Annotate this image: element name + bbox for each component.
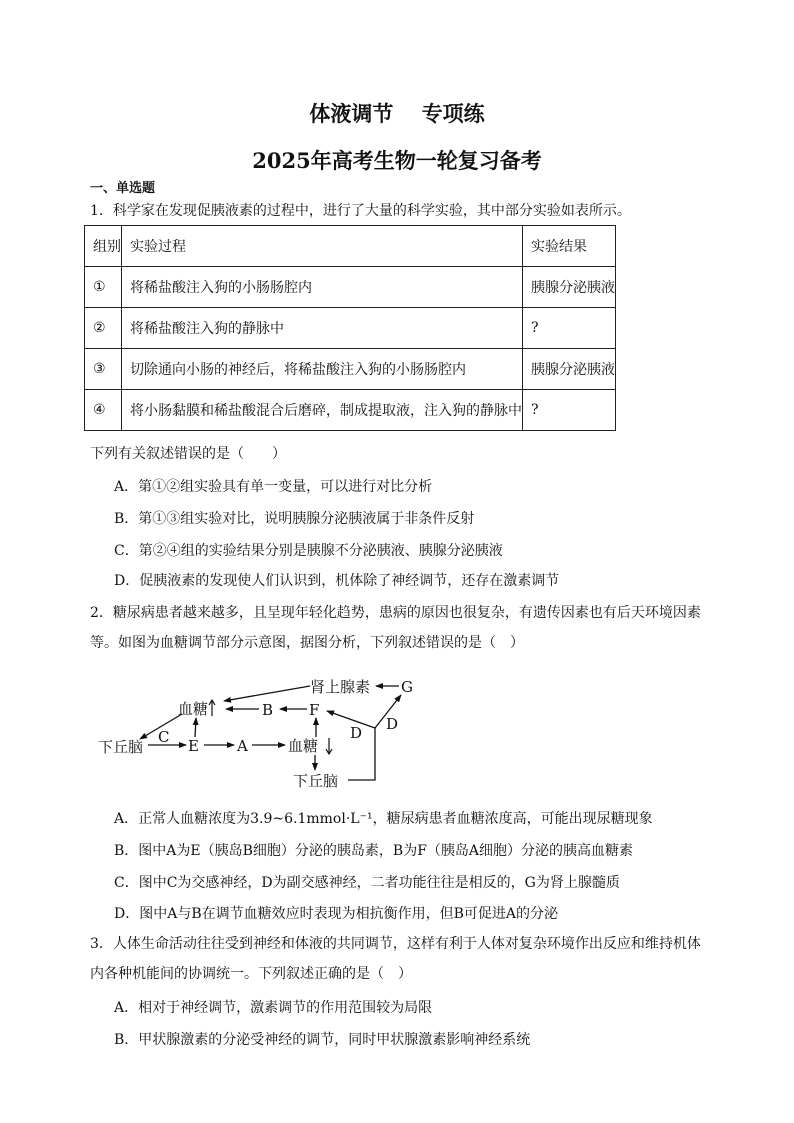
- table-cell: 将稀盐酸注入狗的小肠肠腔内: [122, 267, 523, 308]
- label-blood-sugar-down: 血糖: [288, 737, 319, 755]
- table-cell: 切除通向小肠的神经后，将稀盐酸注入狗的小肠肠腔内: [122, 349, 523, 390]
- label-blood-sugar-up: 血糖: [178, 700, 209, 718]
- q2-option-a: A．正常人血糖浓度为3.9~6.1mmol·L⁻¹，糖尿病患者血糖浓度高，可能出现尿糖现象: [114, 811, 653, 827]
- label-c: C: [158, 728, 170, 746]
- q1-option-d: D．促胰液素的发现使人们认识到，机体除了神经调节，还存在激素调节: [114, 573, 560, 589]
- table-cell: 将小肠黏膜和稀盐酸混合后磨碎，制成提取液，注入狗的静脉中: [122, 390, 523, 431]
- label-d-right: D: [386, 715, 399, 733]
- label-a: A: [237, 737, 248, 755]
- q2-stem-line2: 等。如图为血糖调节部分示意图，据图分析，下列叙述错误的是（ ）: [90, 635, 524, 651]
- label-e: E: [188, 737, 199, 755]
- table-cell: 胰腺分泌胰液: [523, 349, 616, 390]
- table-cell: 将稀盐酸注入狗的静脉中: [122, 308, 523, 349]
- q1-option-c: C．第②④组的实验结果分别是胰腺不分泌胰液、胰腺分泌胰液: [114, 543, 503, 559]
- label-f: F: [309, 701, 320, 719]
- label-hypothalamus-left: 下丘脑: [98, 738, 144, 756]
- q1-option-a: A．第①②组实验具有单一变量，可以进行对比分析: [114, 479, 433, 495]
- table-header-cell: 实验过程: [122, 226, 523, 267]
- table-cell: ②: [85, 308, 122, 349]
- label-g: G: [401, 678, 413, 696]
- q2-option-b: B．图中A为E（胰岛B细胞）分泌的胰岛素，B为F（胰岛A细胞）分泌的胰高血糖素: [114, 843, 634, 859]
- label-b: B: [262, 701, 274, 719]
- table-cell: ①: [85, 267, 122, 308]
- q3-option-a: A．相对于神经调节，激素调节的作用范围较为局限: [114, 1000, 433, 1016]
- q1-prompt: 下列有关叙述错误的是（ ）: [90, 446, 286, 462]
- page-subtitle: 2025年高考生物一轮复习备考: [252, 148, 542, 173]
- q3-option-b: B．甲状腺激素的分泌受神经的调节，同时甲状腺激素影响神经系统: [114, 1032, 531, 1048]
- q3-stem-line2: 内各种机能间的协调统一。下列叙述正确的是（ ）: [90, 966, 412, 982]
- q1-stem: 1．科学家在发现促胰液素的过程中，进行了大量的科学实验，其中部分实验如表所示。: [90, 203, 631, 219]
- label-hypothalamus-bottom: 下丘脑: [293, 772, 339, 790]
- table-header-cell: 组别: [85, 226, 122, 267]
- label-adrenaline: 肾上腺素: [310, 678, 371, 696]
- q1-option-b: B．第①③组实验对比，说明胰腺分泌胰液属于非条件反射: [114, 511, 475, 527]
- table-cell: ③: [85, 349, 122, 390]
- table-header-cell: 实验结果: [523, 226, 616, 267]
- q2-option-c: C．图中C为交感神经，D为副交感神经，二者功能往往是相反的，G为肾上腺髓质: [114, 875, 620, 891]
- table-cell: ④: [85, 390, 122, 431]
- table-cell: ?: [523, 308, 616, 349]
- label-d-left: D: [350, 724, 363, 742]
- q2-option-d: D．图中A与B在调节血糖效应时表现为相抗衡作用，但B可促进A的分泌: [114, 906, 559, 922]
- table-cell: 胰腺分泌胰液: [523, 267, 616, 308]
- q3-stem-line1: 3．人体生命活动往往受到神经和体液的共同调节，这样有利于人体对复杂环境作出反应和维持机体: [90, 936, 701, 952]
- table-cell: ?: [523, 390, 616, 431]
- page-title: 体液调节 专项练: [309, 101, 485, 126]
- section-heading: 一、单选题: [90, 181, 156, 196]
- q2-stem-line1: 2．糖尿病患者越来越多，且呈现年轻化趋势，患病的原因也很复杂，有遗传因素也有后天环境因素: [90, 605, 701, 621]
